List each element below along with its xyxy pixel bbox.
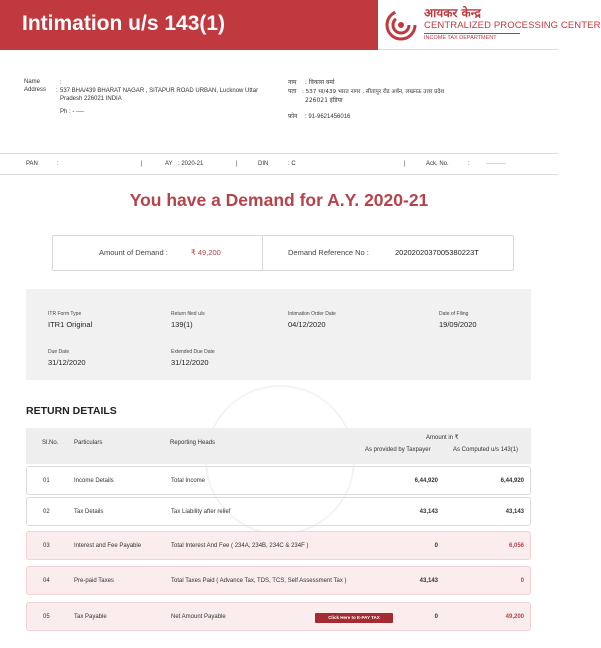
din-label: DIN xyxy=(258,161,269,167)
name-value: : xyxy=(60,80,62,86)
pan-row xyxy=(0,153,558,175)
separator: | xyxy=(236,161,238,167)
itr-form-label: ITR Form Type xyxy=(48,311,82,317)
cpc-logo-icon xyxy=(384,8,418,42)
intimation-date-label: Intimation Order Date xyxy=(288,311,336,317)
row-taxpayer-amount: 43,143 xyxy=(419,509,438,515)
row-head: Total Income xyxy=(171,478,206,484)
row-particular: Tax Details xyxy=(74,509,104,515)
col-taxpayer: As provided by Taxpayer xyxy=(365,447,431,453)
demand-heading: You have a Demand for A.Y. 2020-21 xyxy=(129,190,429,210)
row-slno: 04 xyxy=(43,578,50,584)
phone-value-hindi: : 91-9621456016 xyxy=(305,114,351,120)
address-colon: : xyxy=(56,88,58,94)
phone-label: Ph xyxy=(60,109,68,115)
separator: | xyxy=(141,161,143,167)
row-particular: Tax Payable xyxy=(74,614,107,620)
return-details-title: RETURN DETAILS xyxy=(26,405,117,417)
return-filed-label: Return filed u/s xyxy=(171,311,205,317)
phone-label-hindi: फ़ोन xyxy=(288,113,298,120)
col-computed: As Computed u/s 143(1) xyxy=(453,447,519,453)
name-value-hindi: : विकास वर्मा xyxy=(305,79,335,86)
row-computed-amount: 0 xyxy=(520,578,524,584)
row-head: Total Interest And Fee ( 234A, 234B, 234C & 234F ) xyxy=(171,543,309,549)
amount-of-demand-value: ₹ 49,200 xyxy=(191,248,221,257)
return-info-panel xyxy=(26,289,531,380)
row-computed-amount: 49,200 xyxy=(505,614,524,620)
row-slno: 02 xyxy=(43,509,50,515)
row-particular: Pre-paid Taxes xyxy=(74,578,114,584)
demand-reference-label: Demand Reference No : xyxy=(288,248,369,257)
itr-form-value: ITR1 Original xyxy=(48,320,93,329)
filing-date-label: Date of Filing xyxy=(439,311,469,317)
phone-value: : - ---- xyxy=(69,109,84,115)
page-title: Intimation u/s 143(1) xyxy=(22,12,226,35)
address-line-2: Pradesh 226021 INDIA xyxy=(60,96,122,102)
due-date-value: 31/12/2020 xyxy=(48,358,86,367)
table-row xyxy=(26,566,531,595)
ay-value: : 2020-21 xyxy=(178,161,204,167)
row-head: Total Taxes Paid ( Advance Tax, TDS, TCS, Self Assessment Tax ) xyxy=(171,578,347,584)
extended-due-date-label: Extended Due Date xyxy=(171,349,215,355)
row-particular: Income Details xyxy=(74,478,114,484)
logo-subtitle: INCOME TAX DEPARTMENT xyxy=(424,33,520,41)
address-label-hindi: पता xyxy=(288,88,297,95)
pan-colon: : xyxy=(57,161,59,167)
address-line-1-hindi: : 537 भा/439 भारत नागर , सीतापुर रोड अर्बन, लखनऊ उत्तर प्रदेश xyxy=(302,89,445,95)
row-taxpayer-amount: 0 xyxy=(434,543,438,549)
row-computed-amount: 6,44,920 xyxy=(500,478,524,484)
table-row xyxy=(26,602,531,631)
name-label-hindi: नाम xyxy=(288,79,297,86)
col-slno: Sl.No. xyxy=(42,440,59,446)
name-label: Name xyxy=(24,79,41,85)
row-computed-amount: 43,143 xyxy=(505,509,524,515)
row-taxpayer-amount: 43,143 xyxy=(419,578,438,584)
row-slno: 01 xyxy=(43,478,50,484)
demand-summary-box xyxy=(52,235,514,271)
demand-reference-value: 2020202037005380223T xyxy=(395,248,479,257)
col-particulars: Particulars xyxy=(74,440,103,446)
row-taxpayer-amount: 0 xyxy=(434,614,438,620)
din-value: : C xyxy=(288,161,296,167)
e-pay-tax-button[interactable]: Click Here to E-PAY TAX xyxy=(315,613,393,623)
row-slno: 05 xyxy=(43,614,50,620)
ack-colon: : xyxy=(468,161,470,167)
logo-hindi-text: आयकर केन्द्र xyxy=(424,6,481,20)
ack-label: Ack. No. xyxy=(426,161,449,167)
row-head: Tax Liability after relief xyxy=(171,509,231,515)
address-label: Address xyxy=(24,87,47,93)
filing-date-value: 19/09/2020 xyxy=(439,320,477,329)
col-amount-in: Amount in ₹ xyxy=(426,435,459,441)
address-line-1: 537 BHA/439 BHARAT NAGAR , SITAPUR ROAD URBAN, Lucknow Uttar xyxy=(60,88,259,94)
table-row xyxy=(26,497,531,526)
intimation-date-value: 04/12/2020 xyxy=(288,320,326,329)
return-filed-value: 139(1) xyxy=(171,320,193,329)
row-taxpayer-amount: 6,44,920 xyxy=(414,478,438,484)
divider xyxy=(262,236,263,270)
row-computed-amount: 6,056 xyxy=(508,543,524,549)
table-header xyxy=(26,428,531,464)
row-slno: 03 xyxy=(43,543,50,549)
page-header xyxy=(0,0,601,50)
col-reporting-heads: Reporting Heads xyxy=(170,440,216,446)
amount-of-demand-label: Amount of Demand : xyxy=(99,248,168,257)
logo-english-text: CENTRALIZED PROCESSING CENTER xyxy=(424,20,601,31)
table-row xyxy=(26,466,531,495)
row-head: Net Amount Payable xyxy=(171,614,226,620)
separator: | xyxy=(404,161,406,167)
address-line-2-hindi: 226021 इंडिया xyxy=(305,97,343,104)
ack-value: ---------- xyxy=(486,161,506,167)
pan-label: PAN xyxy=(26,161,38,167)
cpc-logo xyxy=(378,0,601,50)
extended-due-date-value: 31/12/2020 xyxy=(171,358,209,367)
ay-label: AY xyxy=(165,161,173,167)
due-date-label: Due Date xyxy=(48,349,70,355)
table-row xyxy=(26,531,531,560)
row-particular: Interest and Fee Payable xyxy=(74,543,142,549)
